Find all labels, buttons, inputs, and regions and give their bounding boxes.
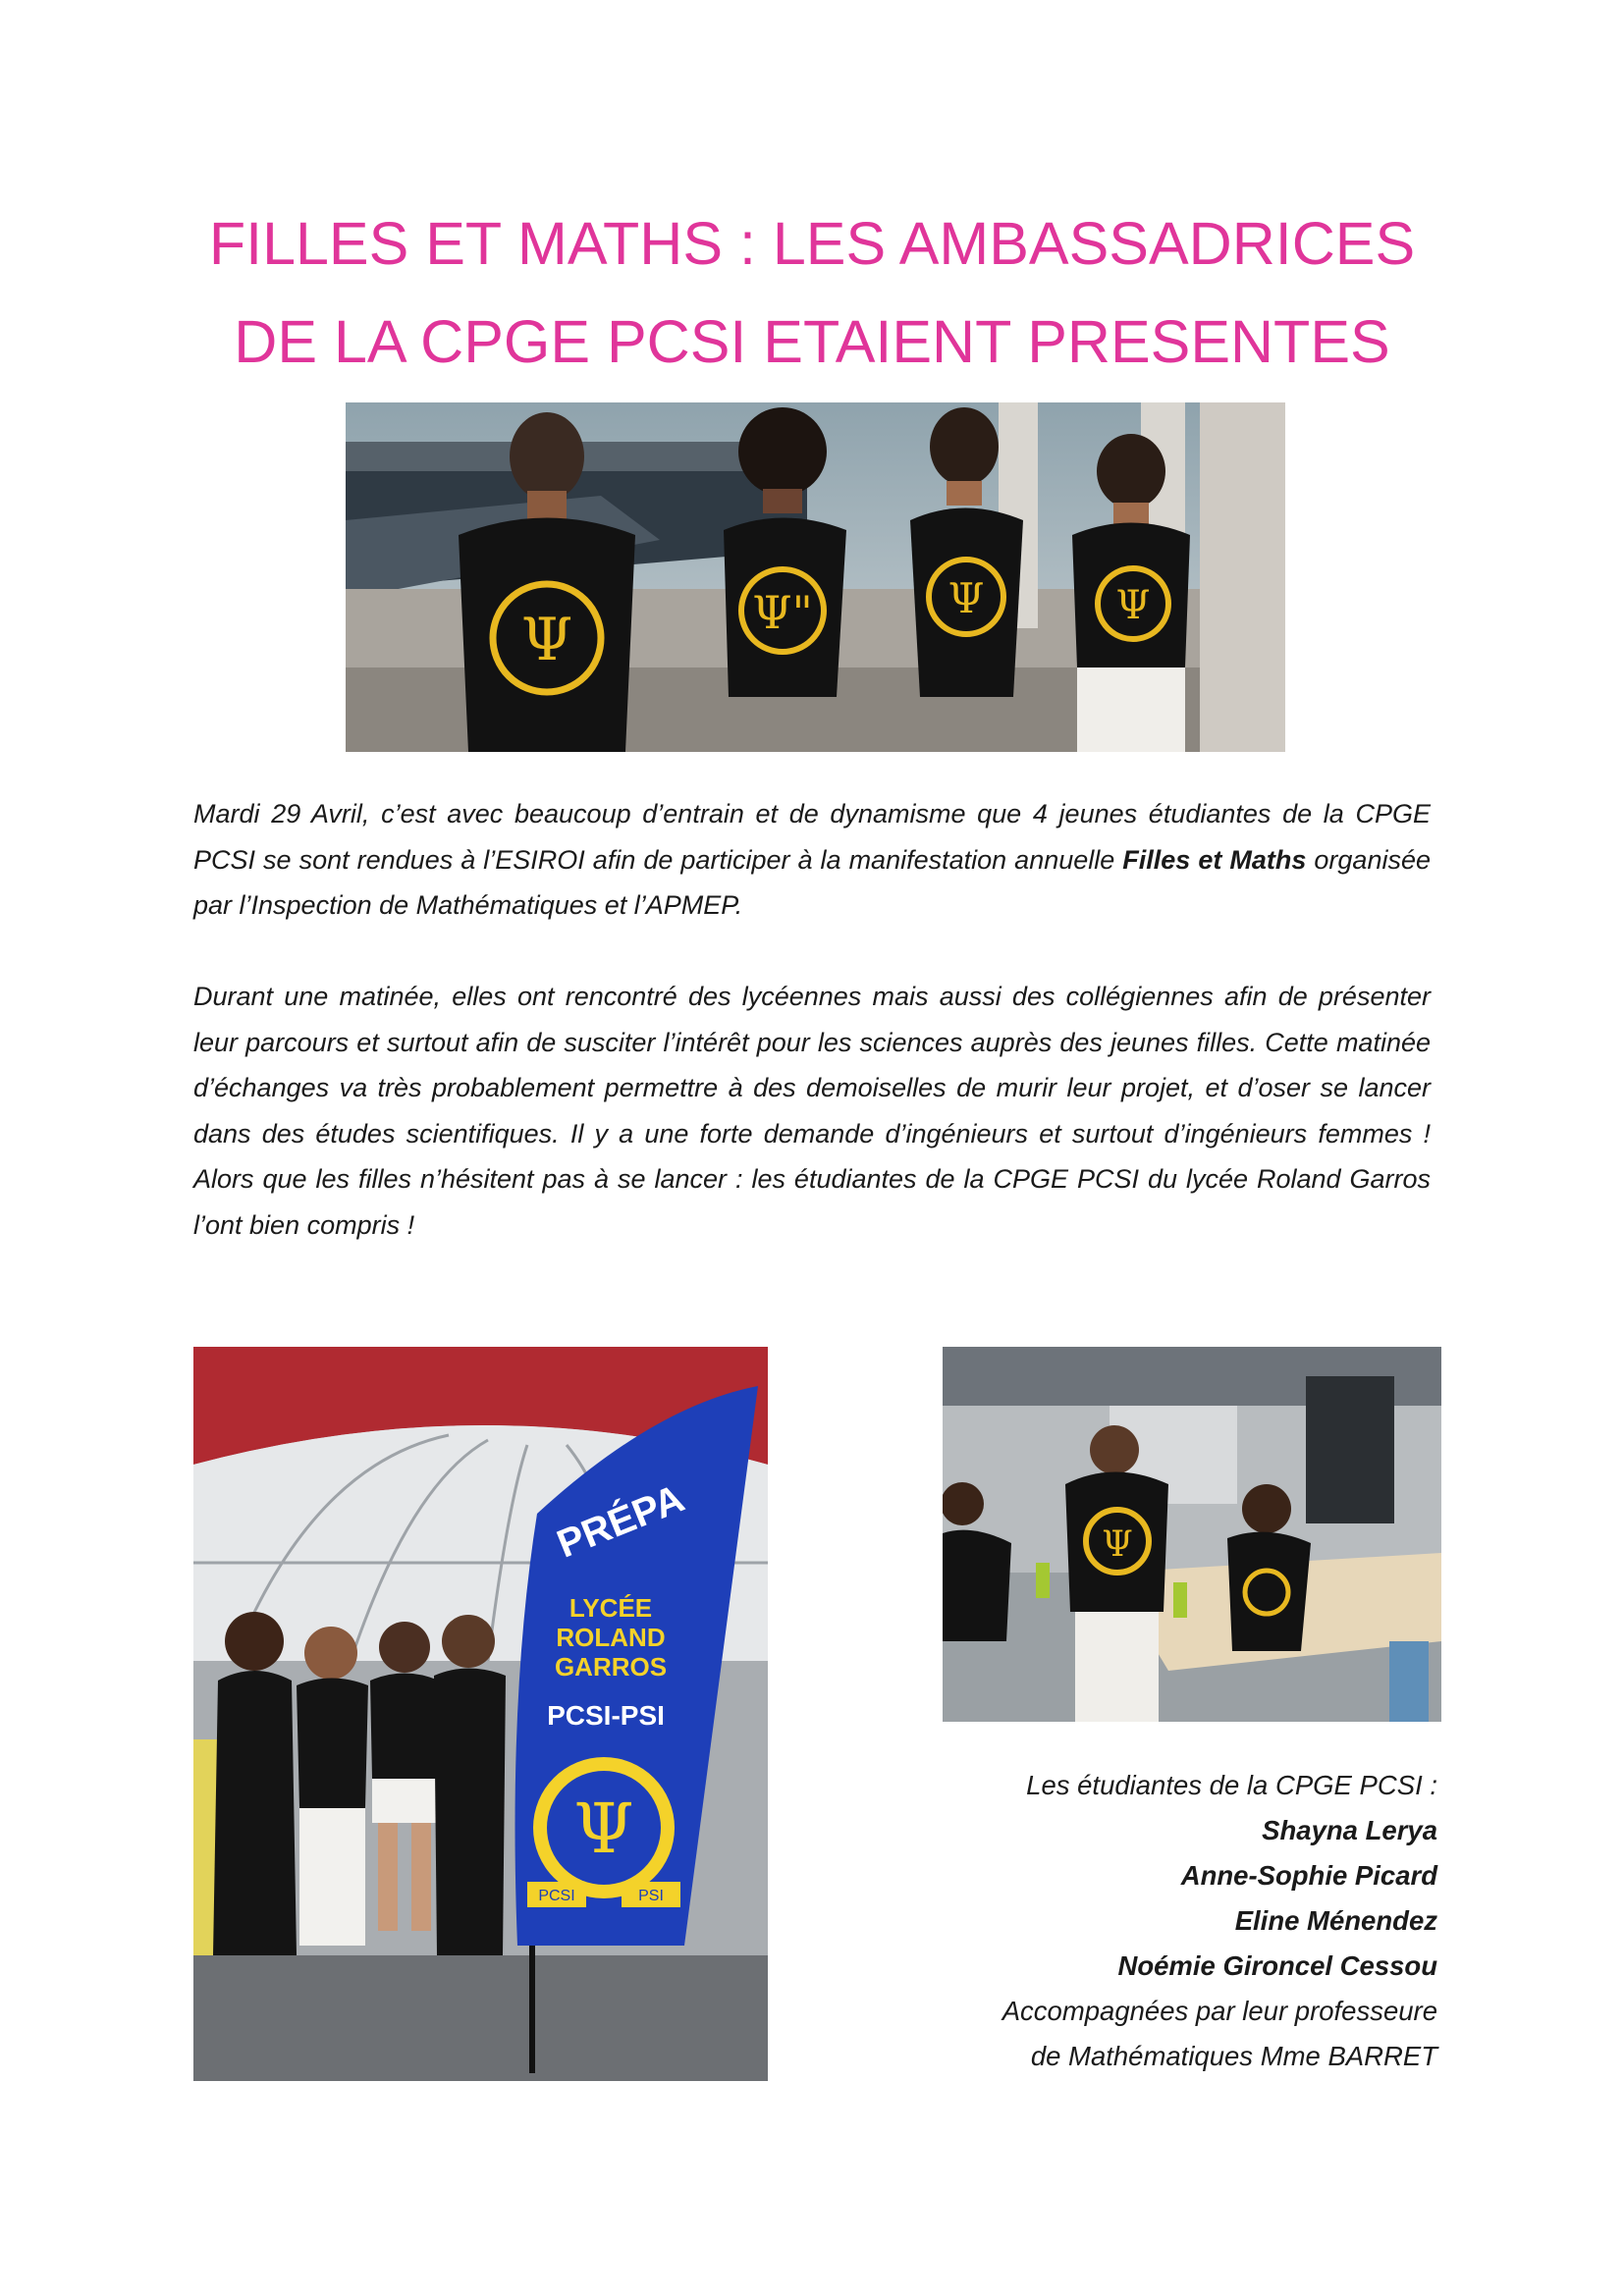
- photo-students-back-image: [346, 402, 1285, 752]
- svg-text:Ψ": Ψ": [752, 586, 813, 639]
- page-title: [147, 194, 1477, 391]
- title-line-2: DE LA CPGE PCSI ETAIENT PRESENTES: [234, 308, 1390, 375]
- flag-lycee-text: LYCÉE: [568, 1593, 653, 1623]
- flag-pcsi-psi-text: PCSI-PSI: [547, 1700, 665, 1731]
- photo-workshop-image: [943, 1347, 1441, 1722]
- title-line-1: FILLES ET MATHS : LES AMBASSADRICES: [208, 210, 1416, 277]
- student-name-3: Eline Ménendez: [1234, 1905, 1437, 1936]
- paragraph-intro: [193, 791, 1431, 929]
- paragraph-details: Durant une matinée, elles ont rencontré des lycéennes mais aussi des collégiennes afin de présenter leur parcours et surtout afin de susciter l’intérêt pour les sciences auprès des jeunes filles. Cette matinée d’échanges va très probablement permettre à des demoiselles de murir leur projet, et d’oser se lancer dans des études scientifiques. Il y a une forte demande d’ingénieurs et surtout d’ingénieurs femmes ! Alors que les filles n’hésitent pas à se lancer : les étudiantes de la CPGE PCSI du lycée Roland Garros l’ont bien compris !: [193, 982, 1431, 1240]
- flag-roland-text: ROLAND: [556, 1623, 666, 1652]
- credits-outro-2: de Mathématiques Mme BARRET: [1030, 2041, 1437, 2071]
- event-name: Filles et Maths: [1122, 844, 1307, 875]
- student-name-2: Anne-Sophie Picard: [1180, 1860, 1437, 1891]
- credits-block: [933, 1763, 1437, 2079]
- flag-badge-left: PCSI: [538, 1888, 575, 1904]
- photo-workshop: [943, 1347, 1441, 1722]
- svg-text:Ψ: Ψ: [1115, 583, 1151, 628]
- svg-text:Ψ: Ψ: [947, 574, 985, 622]
- credits-intro: Les étudiantes de la CPGE PCSI :: [1026, 1770, 1437, 1800]
- flag-prepa-text: PRÉPA: [551, 1476, 690, 1567]
- flag-badge-right: PSI: [638, 1888, 664, 1904]
- svg-text:Ψ: Ψ: [1102, 1524, 1133, 1565]
- svg-text:Ψ: Ψ: [573, 1789, 634, 1869]
- student-name-1: Shayna Lerya: [1262, 1815, 1437, 1845]
- photo-flag-group: [193, 1347, 768, 2081]
- credits-outro-1: Accompagnées par leur professeure: [1001, 1996, 1437, 2026]
- paragraph-intro-text-2: organisée par l’Inspection de Mathématiques et l’APMEP.: [193, 844, 1431, 920]
- photo-flag-group-image: [193, 1347, 768, 2081]
- flag-garros-text: GARROS: [554, 1652, 668, 1682]
- paragraph-intro-text-1: Mardi 29 Avril, c’est avec beaucoup d’entrain et de dynamisme que 4 jeunes étudiantes de la CPGE PCSI se sont rendues à l’ESIROI afin de participer à la manifestation annuelle: [193, 799, 1431, 875]
- svg-text:Ψ: Ψ: [520, 606, 573, 674]
- student-name-4: Noémie Gironcel Cessou: [1117, 1950, 1437, 1981]
- photo-students-back: [346, 402, 1285, 752]
